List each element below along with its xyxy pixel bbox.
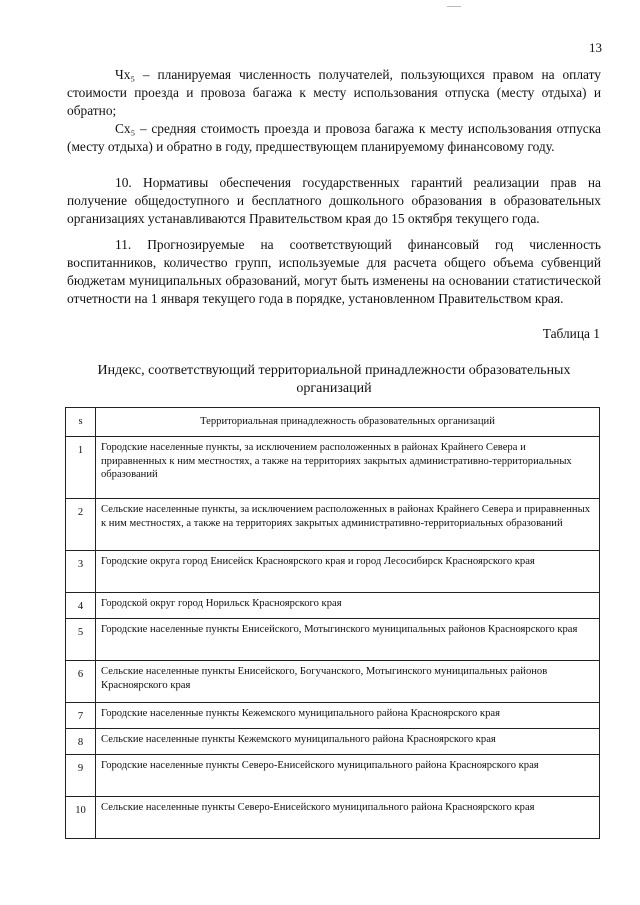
row-territory: Городские округа город Енисейск Красноярского края и город Лесосибирск Красноярского края	[96, 551, 600, 593]
row-number: 2	[66, 499, 96, 551]
row-territory: Сельские населенные пункты, за исключением расположенных в районах Крайнего Севера и приравненных к ним местностях, а также на территориях закрытых административно-территориальных образований	[96, 499, 600, 551]
table-row	[66, 755, 600, 797]
header-s: s	[66, 408, 96, 437]
table-header-row	[66, 408, 600, 437]
row-territory: Городской округ город Норильск Красноярского края	[96, 593, 600, 619]
row-territory: Городские населенные пункты Енисейского, Мотыгинского муниципальных районов Красноярского края	[96, 619, 600, 661]
table-row	[66, 703, 600, 729]
row-number: 9	[66, 755, 96, 797]
table-row	[66, 729, 600, 755]
row-territory: Сельские населенные пункты Кежемского муниципального района Красноярского края	[96, 729, 600, 755]
table-row	[66, 797, 600, 839]
row-number: 3	[66, 551, 96, 593]
paragraph-item-10: 10. Нормативы обеспечения государственных гарантий реализации прав на получение общедоступного и бесплатного дошкольного образования в образовательных организациях устанавливаются Правительством края до 15 октября текущего года.	[67, 175, 601, 226]
row-number: 10	[66, 797, 96, 839]
row-number: 5	[66, 619, 96, 661]
row-territory: Городские населенные пункты Северо-Енисейского муниципального района Красноярского края	[96, 755, 600, 797]
header-territory: Территориальная принадлежность образовательных организаций	[96, 408, 600, 437]
top-scan-mark	[447, 6, 461, 7]
table-row	[66, 499, 600, 551]
paragraph-item-11: 11. Прогнозируемые на соответствующий финансовый год численность воспитанников, количество групп, используемые для расчета общего объема субвенций бюджетам муниципальных образований, могут быть изменены на основании статистической отчетности на 1 января текущего года в порядке, установленном Правительством края.	[67, 237, 601, 306]
table-row	[66, 593, 600, 619]
row-number: 6	[66, 661, 96, 703]
paragraph-cx5: Сх₅ – средняя стоимость проезда и провоза багажа к месту использования отпуска (месту отдыха) и обратно в году, предшествующем планируемому финансовому году.	[67, 121, 601, 154]
table-label: Таблица 1	[542, 326, 600, 341]
territorial-index-table	[65, 407, 600, 839]
table-row	[66, 551, 600, 593]
row-number: 7	[66, 703, 96, 729]
row-number: 4	[66, 593, 96, 619]
row-territory: Сельские населенные пункты Северо-Енисейского муниципального района Красноярского края	[96, 797, 600, 839]
row-number: 8	[66, 729, 96, 755]
table-row	[66, 661, 600, 703]
table-title: Индекс, соответствующий территориальной принадлежности образовательных организаций	[97, 363, 571, 396]
row-number: 1	[66, 437, 96, 499]
row-territory: Городские населенные пункты Кежемского муниципального района Красноярского края	[96, 703, 600, 729]
row-territory: Сельские населенные пункты Енисейского, Богучанского, Мотыгинского муниципальных районов Красноярского края	[96, 661, 600, 703]
table-row	[66, 437, 600, 499]
paragraph-chx5: Чх₅ – планируемая численность получателей, пользующихся правом на оплату стоимости проезда и провоза багажа к месту использования отпуска (месту отдыха) и обратно;	[67, 67, 601, 118]
table-row	[66, 619, 600, 661]
row-territory: Городские населенные пункты, за исключением расположенных в районах Крайнего Севера и приравненных к ним местностях, а также на территориях закрытых административно-территориальных образований	[96, 437, 600, 499]
page-number: 13	[589, 40, 602, 55]
